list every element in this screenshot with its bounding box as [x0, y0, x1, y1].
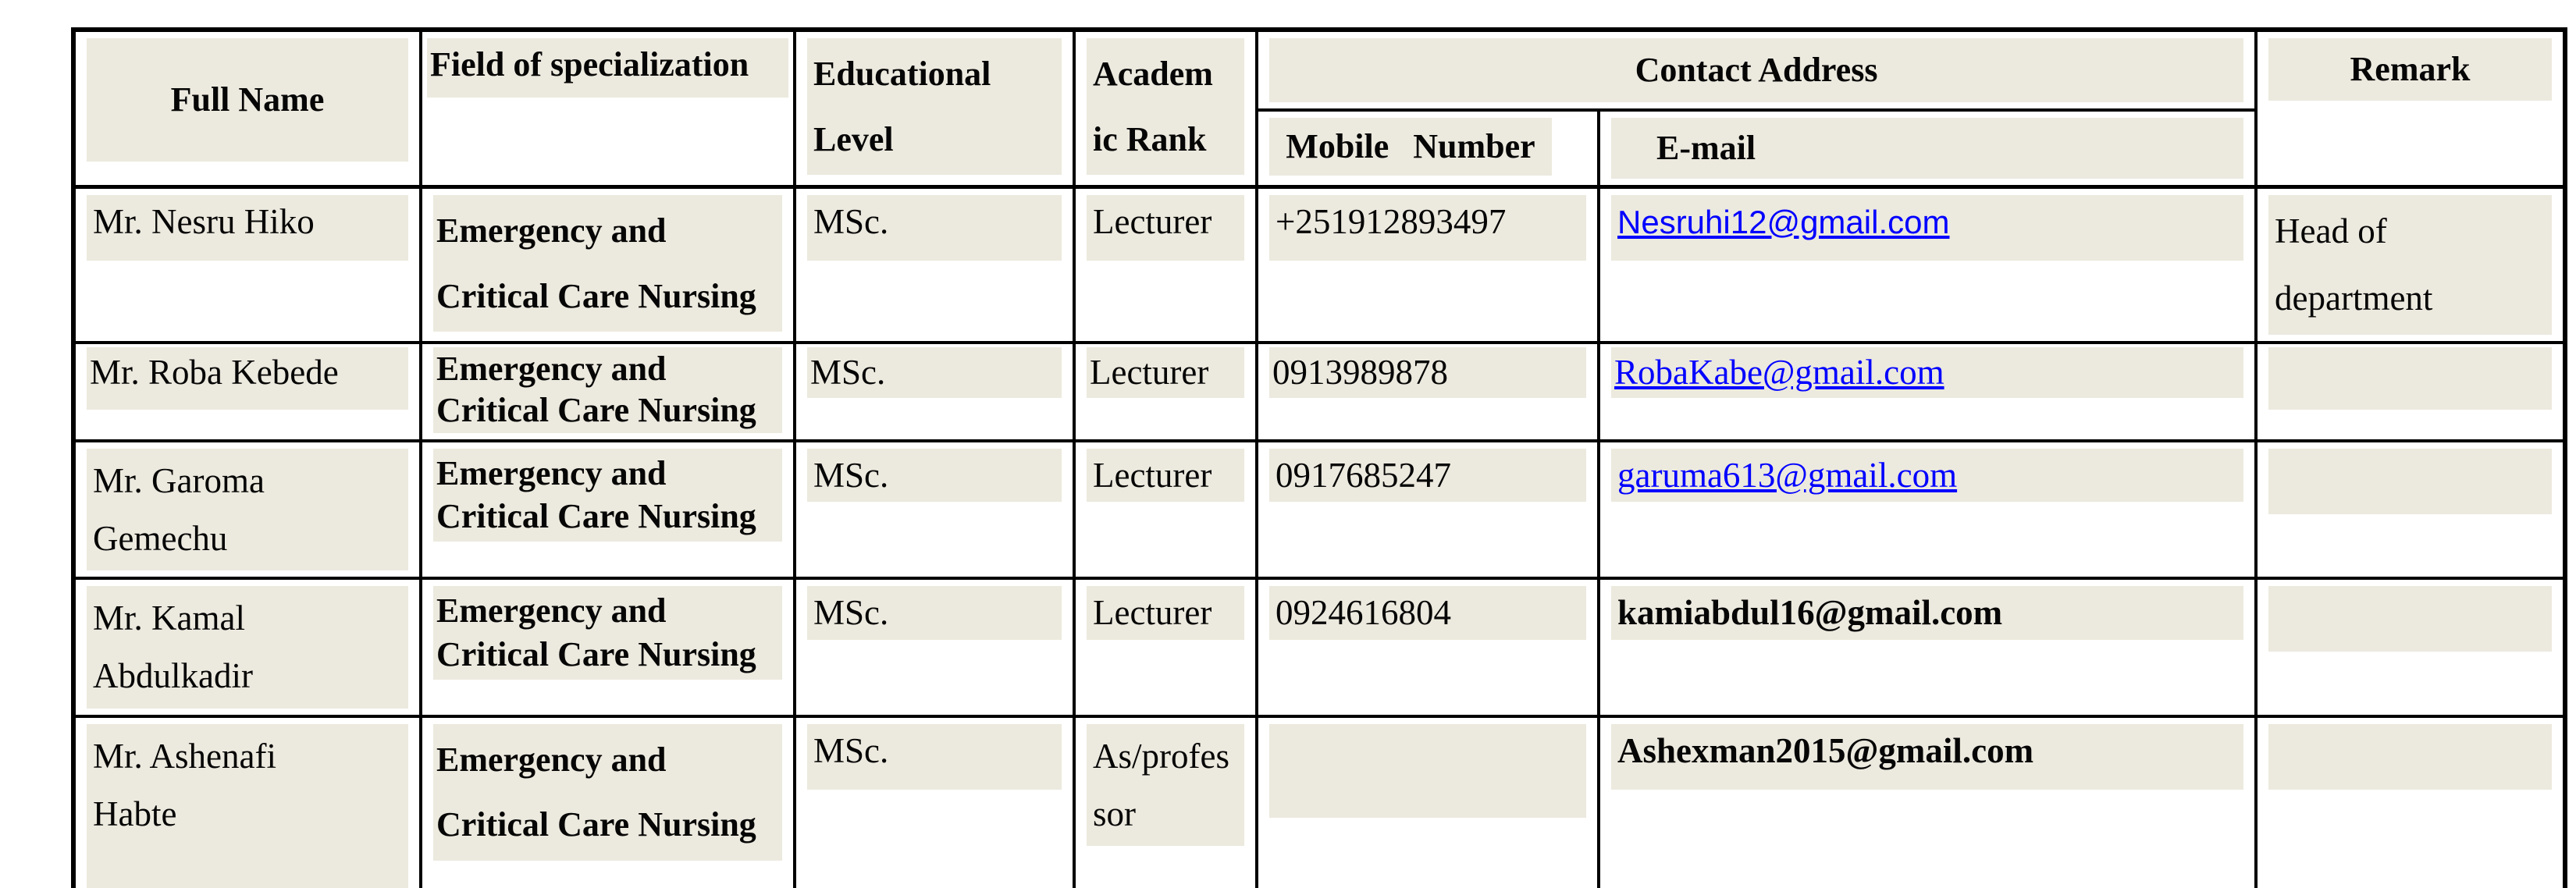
- highlight-block: [433, 449, 782, 542]
- cell-email: [1599, 578, 2256, 716]
- col-header-mobile-number: [1257, 110, 1599, 187]
- cell-mobile-number: [1257, 343, 1599, 441]
- col-header-field-label: Field of specialization: [430, 45, 749, 83]
- col-header-academic-rank-label: Academic Rank: [1093, 55, 1213, 158]
- cell-remark: [2256, 716, 2565, 888]
- cell-educational-level: [795, 187, 1074, 343]
- cell-full-name: [73, 343, 421, 441]
- full-name-text: Mr. Kamal Abdulkadir: [93, 599, 253, 696]
- full-name-text: Mr. Garoma Gemechu: [93, 460, 265, 558]
- cell-educational-level: [795, 578, 1074, 716]
- table-row: [73, 441, 2565, 579]
- highlight-block: [427, 38, 788, 98]
- educational-level-text: MSc.: [813, 730, 889, 770]
- highlight-block: [87, 724, 408, 888]
- email-link[interactable]: garuma613@gmail.com: [1617, 455, 1958, 495]
- staff-directory-table: [71, 27, 2567, 888]
- col-header-email: [1599, 110, 2256, 187]
- email-link[interactable]: Nesruhi12@gmail.com: [1617, 204, 1950, 240]
- highlight-block: [1611, 724, 2243, 790]
- highlight-block: [433, 347, 782, 433]
- cell-field-of-specialization: [421, 578, 795, 716]
- highlight-block: [1269, 38, 2243, 102]
- cell-educational-level: [795, 441, 1074, 579]
- cell-mobile-number: [1257, 716, 1599, 888]
- educational-level-text: MSc.: [813, 202, 889, 241]
- field-text: Emergency and Critical Care Nursing: [436, 211, 756, 315]
- highlight-block: [1087, 38, 1244, 175]
- cell-mobile-number: [1257, 578, 1599, 716]
- col-header-remark: [2256, 30, 2565, 187]
- mobile-number-text: 0913989878: [1272, 353, 1448, 392]
- cell-email: [1599, 187, 2256, 343]
- col-header-email-label: E-mail: [1656, 129, 1756, 168]
- cell-field-of-specialization: [421, 343, 795, 441]
- highlight-block: [2268, 38, 2552, 101]
- email-link[interactable]: RobaKabe@gmail.com: [1614, 353, 1944, 392]
- remark-empty-highlight: [2268, 449, 2552, 514]
- highlight-block: [807, 347, 1062, 398]
- mobile-number-text: +251912893497: [1276, 202, 1507, 241]
- highlight-block: [87, 347, 408, 410]
- remark-empty-highlight: [2268, 724, 2552, 790]
- highlight-block: [1087, 347, 1244, 398]
- cell-full-name: [73, 578, 421, 716]
- table-row: [73, 716, 2565, 888]
- academic-rank-text: Lecturer: [1090, 353, 1209, 392]
- highlight-block: [2268, 195, 2552, 335]
- col-header-mobile-number-label: Mobile Number: [1286, 127, 1535, 166]
- cell-full-name: [73, 716, 421, 888]
- field-text: Emergency and Critical Care Nursing: [436, 350, 756, 429]
- highlight-block: [1269, 347, 1586, 398]
- cell-remark: [2256, 578, 2565, 716]
- highlight-block: [1611, 586, 2243, 640]
- cell-academic-rank: [1074, 343, 1257, 441]
- educational-level-text: MSc.: [810, 353, 886, 392]
- email-text: kamiabdul16@gmail.com: [1617, 593, 2003, 633]
- highlight-block: [1269, 195, 1586, 261]
- cell-educational-level: [795, 343, 1074, 441]
- cell-academic-rank: [1074, 441, 1257, 579]
- col-header-remark-label: Remark: [2350, 50, 2471, 89]
- cell-field-of-specialization: [421, 716, 795, 888]
- cell-mobile-number: [1257, 441, 1599, 579]
- remark-text: Head of department: [2275, 211, 2433, 318]
- highlight-block: [807, 449, 1062, 503]
- mobile-number-text: 0924616804: [1276, 593, 1451, 633]
- col-header-educational-level: [795, 30, 1074, 187]
- highlight-block: [433, 195, 782, 332]
- cell-email: [1599, 343, 2256, 441]
- col-header-field-of-specialization: [421, 30, 795, 187]
- col-header-contact-address-label: Contact Address: [1635, 51, 1878, 90]
- highlight-block: [433, 586, 782, 680]
- email-text: Ashexman2015@gmail.com: [1617, 730, 2034, 770]
- remark-empty-highlight: [2268, 347, 2552, 410]
- table-row: [73, 187, 2565, 343]
- highlight-block: [87, 449, 408, 571]
- highlight-block: [1269, 118, 1552, 176]
- academic-rank-text: Lecturer: [1093, 202, 1212, 241]
- cell-field-of-specialization: [421, 187, 795, 343]
- cell-academic-rank: [1074, 716, 1257, 888]
- highlight-block: [807, 195, 1062, 261]
- highlight-block: [1087, 449, 1244, 503]
- highlight-block: [87, 195, 408, 261]
- highlight-block: [1611, 347, 2243, 398]
- col-header-educational-level-label: Educational Level: [813, 55, 991, 158]
- highlight-block: [1087, 724, 1244, 847]
- remark-empty-highlight: [2268, 586, 2552, 652]
- cell-academic-rank: [1074, 187, 1257, 343]
- highlight-block: [87, 38, 408, 162]
- educational-level-text: MSc.: [813, 455, 889, 495]
- highlight-block: [1611, 195, 2243, 261]
- mobile-empty-highlight: [1269, 724, 1586, 818]
- cell-educational-level: [795, 716, 1074, 888]
- field-text: Emergency and Critical Care Nursing: [436, 453, 756, 536]
- highlight-block: [1087, 586, 1244, 640]
- cell-full-name: [73, 187, 421, 343]
- cell-academic-rank: [1074, 578, 1257, 716]
- field-text: Emergency and Critical Care Nursing: [436, 740, 756, 844]
- highlight-block: [807, 38, 1062, 175]
- cell-email: [1599, 441, 2256, 579]
- academic-rank-text: Lecturer: [1093, 455, 1212, 495]
- cell-full-name: [73, 441, 421, 579]
- col-header-full-name: [73, 30, 421, 187]
- field-text: Emergency and Critical Care Nursing: [436, 591, 756, 673]
- highlight-block: [1087, 195, 1244, 261]
- academic-rank-text: Lecturer: [1093, 593, 1212, 633]
- highlight-block: [807, 586, 1062, 640]
- col-header-full-name-label: Full Name: [170, 80, 325, 119]
- highlight-block: [807, 724, 1062, 790]
- table-row: [73, 343, 2565, 441]
- col-header-academic-rank: [1074, 30, 1257, 187]
- highlight-block: [1269, 586, 1586, 640]
- educational-level-text: MSc.: [813, 593, 889, 633]
- highlight-block: [1611, 118, 2243, 179]
- full-name-text: Mr. Ashenafi Habte: [93, 736, 276, 833]
- cell-remark: [2256, 187, 2565, 343]
- highlight-block: [87, 586, 408, 709]
- highlight-block: [433, 724, 782, 861]
- cell-email: [1599, 716, 2256, 888]
- table-row: [73, 578, 2565, 716]
- academic-rank-text: As/professor: [1093, 736, 1229, 833]
- cell-remark: [2256, 343, 2565, 441]
- full-name-text: Mr. Nesru Hiko: [93, 202, 315, 241]
- col-header-contact-address: [1257, 30, 2256, 110]
- highlight-block: [1611, 449, 2243, 503]
- cell-mobile-number: [1257, 187, 1599, 343]
- highlight-block: [1269, 449, 1586, 503]
- cell-field-of-specialization: [421, 441, 795, 579]
- cell-remark: [2256, 441, 2565, 579]
- mobile-number-text: 0917685247: [1276, 455, 1451, 495]
- full-name-text: Mr. Roba Kebede: [90, 353, 339, 392]
